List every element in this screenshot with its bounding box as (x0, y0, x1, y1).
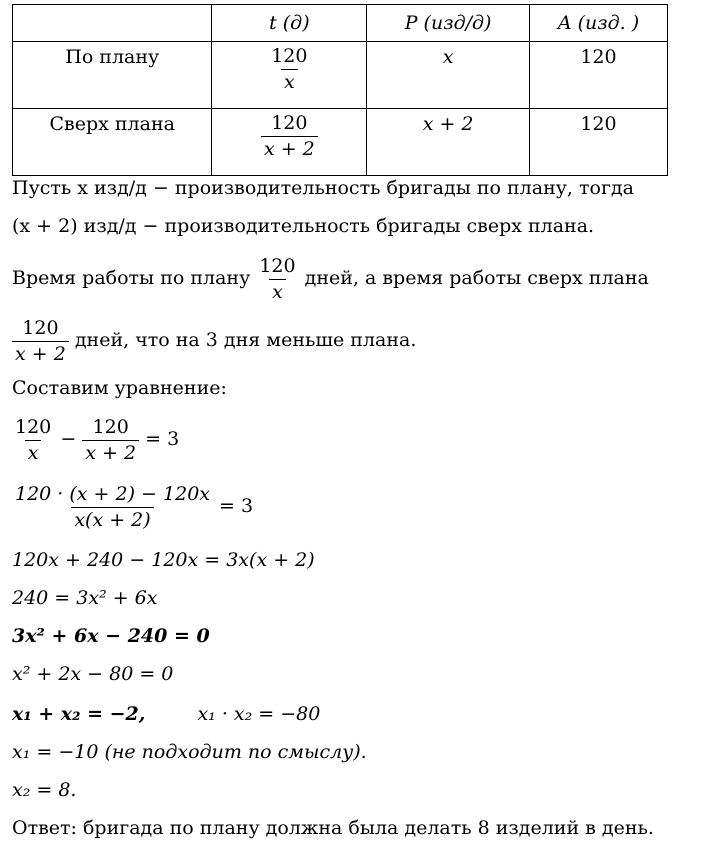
text-line-2: (x + 2) изд/д − производительность бригады сверх плана. (12, 215, 595, 237)
text-line-1: Пусть x изд/д − производительность бригады по плану, тогда (12, 177, 634, 199)
row-label: По плану (13, 42, 212, 109)
fraction-denominator: x + 2 (12, 341, 69, 365)
equation-2 (12, 476, 253, 536)
fraction-denominator: x (269, 279, 286, 303)
fraction-numerator: 120 (259, 254, 296, 277)
text-line-4 (12, 312, 416, 368)
equation-1-rhs: = 3 (145, 428, 180, 450)
equation-8: x₁ = −10 (не подходит по смыслу). (12, 741, 367, 763)
text-line-3-end: дней, а время работы сверх плана (304, 267, 649, 289)
fraction-numerator: 120 · (x + 2) − 120x (15, 482, 210, 505)
row-time (212, 42, 367, 109)
text-line-3 (12, 250, 649, 306)
equation-2-fraction (12, 484, 213, 531)
fraction-denominator: x + 2 (261, 136, 318, 160)
fraction-denominator: x (25, 440, 42, 464)
row-productivity: x + 2 (367, 109, 530, 176)
equation-5: 3x² + 6x − 240 = 0 (12, 625, 210, 647)
equation-7 (12, 700, 320, 728)
equation-3: 120x + 240 − 120x = 3x(x + 2) (12, 549, 315, 571)
text-line-3-start: Время работы по плану (12, 267, 251, 289)
fraction-denominator: x + 2 (82, 440, 139, 464)
header-empty (13, 5, 212, 42)
equation-2-rhs: = 3 (219, 495, 254, 517)
equation-1 (12, 410, 179, 468)
row-label: Сверх плана (13, 109, 212, 176)
table-row (13, 109, 668, 176)
answer-line: Ответ: бригада по плану должна была делать 8 изделий в день. (12, 817, 654, 839)
equation-9: x₂ = 8. (12, 779, 77, 801)
fraction-numerator: 120 (15, 415, 52, 438)
row-work: 120 (529, 109, 667, 176)
fraction-numerator: 120 (271, 112, 308, 134)
time-fraction (261, 113, 318, 160)
data-table (12, 4, 668, 176)
fraction-denominator: x (281, 69, 298, 93)
fraction-numerator: 120 (271, 45, 308, 67)
fraction-numerator: 120 (92, 415, 129, 438)
vieta-sum: x₁ + x₂ = −2, (12, 703, 146, 725)
table-row (13, 42, 668, 109)
plan-time-fraction (256, 256, 298, 303)
text-line-4-end: дней, что на 3 дня меньше плана. (74, 329, 417, 351)
vieta-product: x₁ · x₂ = −80 (197, 703, 321, 725)
equation-1-fraction-1 (12, 417, 54, 464)
time-fraction (268, 46, 310, 93)
equation-1-fraction-2 (82, 417, 139, 464)
header-time: t (д) (212, 5, 367, 42)
text-line-5: Составим уравнение: (12, 377, 227, 399)
row-time (212, 109, 367, 176)
header-productivity: P (изд/д) (367, 5, 530, 42)
fraction-denominator: x(x + 2) (71, 507, 153, 531)
header-work: A (изд. ) (529, 5, 667, 42)
minus-sign: − (60, 428, 77, 450)
table-header-row (13, 5, 668, 42)
equation-6: x² + 2x − 80 = 0 (12, 663, 174, 685)
row-work: 120 (529, 42, 667, 109)
row-productivity: x (367, 42, 530, 109)
equation-4: 240 = 3x² + 6x (12, 587, 158, 609)
over-plan-time-fraction (12, 318, 69, 365)
fraction-numerator: 120 (22, 316, 59, 339)
